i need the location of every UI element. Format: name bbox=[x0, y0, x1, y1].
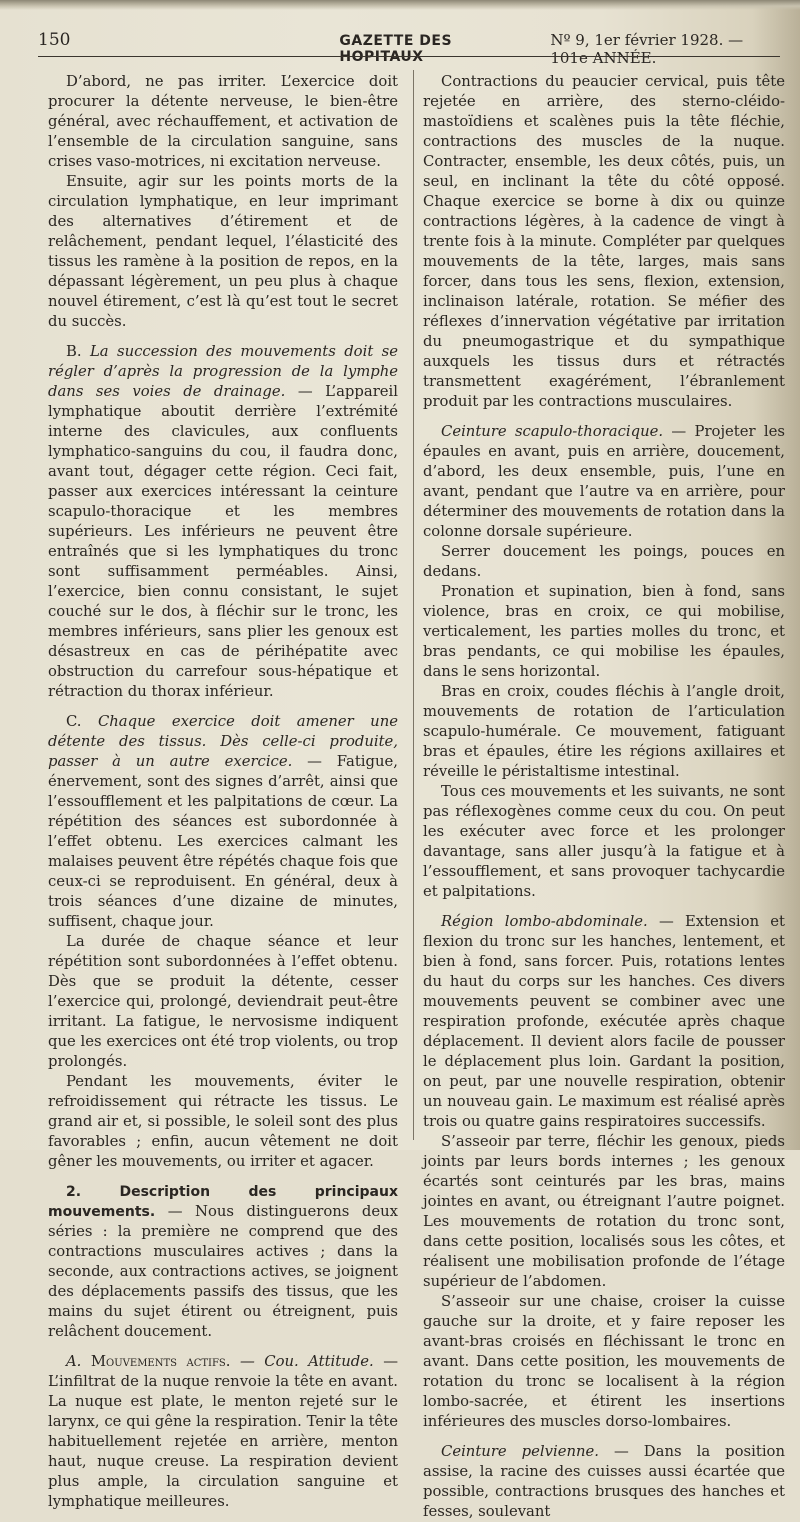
paragraph: Tous ces mouvements et les suivants, ne sont pas réflexogènes comme ceux du cou. On peut les exécuter avec force et les prolonger davantage, sans aller jusqu’à la fatigue et à l’essoufflement, et sans provoquer tachycardie et palpitations. bbox=[423, 783, 785, 900]
paragraph-section-c bbox=[48, 712, 398, 932]
paragraph-text: — Nous distinguerons deux séries : la première ne comprend que des contractions musculaires actives ; dans la seconde, aux contractions actives, se joignent des déplacements passifs des tissus, que les mains du sujet étirent ou étreignent, puis relâchent doucement. bbox=[48, 1203, 398, 1340]
paragraph-text: — Projeter les épaules en avant, puis en arrière, doucement, d’abord, les deux ensemble, puis, l’une en avant, pendant que l’autre va en arrière, pour déterminer des mouvements de rotation dans la colonne dorsale supérieure. bbox=[423, 423, 785, 540]
paragraph-section-2 bbox=[48, 1182, 398, 1342]
paragraph-lombo-abdominale bbox=[423, 912, 785, 1132]
paragraph: Contractions du peaucier cervical, puis tête rejetée en arrière, des sterno-cléido-mastoïdiens et scalènes puis la tête fléchie, contractions des muscles de la nuque. Contracter, ensemble, les deux côtés, puis, un seul, en inclinant la tête du côté opposé. Chaque exercice se borne à dix ou quinze contractions légères, à la cadence de vingt à trente fois à la minute. Compléter par quelques mouvements de la tête, larges, mais sans forcer, dans tous les sens, flexion, extension, inclinaison latérale, rotation. Se méfier des réflexes d’innervation végétative par irritation du pneumogastrique et du sympathique auxquels les tissus durs et rétractés transmettent exagérément, l’ébranlement produit par les contractions musculaires. bbox=[423, 73, 785, 410]
page-number: 150 bbox=[38, 30, 71, 50]
right-column bbox=[423, 72, 785, 1522]
subsection-heading: Région lombo-abdominale. bbox=[441, 913, 648, 930]
page-edge-shadow bbox=[0, 0, 800, 10]
paragraph: S’asseoir sur une chaise, croiser la cuisse gauche sur la droite, et y faire reposer les avant-bras croisés en fléchissant le tronc en avant. Dans cette position, les mouvements de rotation du tronc se localisent à la région lombo-sacrée, et étirent les insertions inférieures des muscles dorso-lombaires. bbox=[423, 1293, 785, 1430]
paragraph-scapulo-thoracique bbox=[423, 422, 785, 542]
subsection-heading: Ceinture scapulo-thoracique. bbox=[441, 423, 664, 440]
left-column bbox=[48, 72, 398, 1512]
section-heading: 2. Description des principaux mouvements. bbox=[48, 1184, 398, 1220]
paragraph-text: — Extension et flexion du tronc sur les hanches, lentement, et bien à fond, sans forcer. Puis, rotations lentes du haut du corps sur les hanches. Ces divers mouvements peuvent se combiner avec une respiration profonde, exécutée après chaque déplacement. Il devient alors facile de pousser le déplacement plus loin. Gardant la position, on peut, par une nouvelle respiration, obtenir un nouveau gain. Le maximum est réalisé après trois ou quatre gains respiratoires successifs. bbox=[423, 913, 785, 1130]
section-label: A. bbox=[66, 1353, 82, 1370]
paragraph-text: — L’infiltrat de la nuque renvoie la tête en avant. La nuque est plate, le menton rejeté sur le larynx, ce qui gêne la respiration. Tenir la tête habituellement rejetée en arrière, menton haut, nuque creuse. La respiration devient plus ample, la circulation sanguine et lymphatique meilleures. bbox=[48, 1353, 398, 1510]
paragraph: S’asseoir par terre, fléchir les genoux, pieds joints par leurs bords internes ; les genoux écartés sont ceinturés par les bras, mains jointes en avant, ou étreignant l’autre poignet. Les mouvements de rotation du tronc sont, dans cette position, localisés sous les côtes, et réalisent une mobilisation profonde de l’étage supérieur de l’abdomen. bbox=[423, 1133, 785, 1290]
paragraph: La durée de chaque séance et leur répétition sont subordonnées à l’effet obtenu. Dès que se produit la détente, cesser l’exercice qui, prolongé, deviendrait peut-être irritant. La fatigue, le nervosisme indiquent que les exercices ont été trop violents, ou trop prolongés. bbox=[48, 933, 398, 1070]
subsection-heading: — Cou. Attitude. bbox=[239, 1353, 374, 1370]
paragraph-text: — Fatigue, énervement, sont des signes d’arrêt, ainsi que l’essoufflement et les palpitations de cœur. La répétition des séances est subordonnée à l’effet obtenu. Les exercices calmant les malaises peuvent être répétés chaque fois que ceux-ci se reproduisent. En général, deux à trois séances d’une dizaine de minutes, suffisent, chaque jour. bbox=[48, 753, 398, 930]
paragraph: Bras en croix, coudes fléchis à l’angle droit, mouvements de rotation de l’articulation scapulo-humérale. Ce mouvement, fatiguant bras et épaules, étire les régions axillaires et réveille le péristaltisme intestinal. bbox=[423, 683, 785, 780]
paragraph: Serrer doucement les poings, pouces en dedans. bbox=[423, 543, 785, 580]
paragraph-text: — L’appareil lymphatique aboutit derrière l’extrémité interne des clavicules, aux confluents lymphatico-sanguins du cou, il faudra donc, avant tout, dégager cette région. Ceci fait, passer aux exercices intéressant la ceinture scapulo-thoracique et les membres supérieurs. Les inférieurs ne peuvent être entraînés que si les lymphatiques du tronc sont suffisamment perméables. Ainsi, l’exercice, bien connu consistant, le sujet couché sur le dos, à fléchir sur le tronc, les membres inférieurs, sans plier les genoux est désastreux en cas de périhépatite avec obstruction du carrefour sous-hépatique et rétraction du thorax inférieur. bbox=[48, 383, 398, 700]
journal-title: GAZETTE DES HOPITAUX bbox=[339, 33, 453, 65]
paragraph: D’abord, ne pas irriter. L’exercice doit procurer la détente nerveuse, le bien-être général, avec réchauffement, et activation de l’ensemble de la circulation sanguine, sans crises vaso-motrices, ni excitation nerveuse. bbox=[48, 73, 398, 170]
section-heading: La succession des mouvements doit se régler d’après la progression de la lymphe dans ses voies de drainage. bbox=[48, 343, 398, 400]
paragraph: Ensuite, agir sur les points morts de la circulation lymphatique, en leur imprimant des alternatives d’étirement et de relâchement, pendant lequel, l’élasticité des tissus les ramène à la position de repos, en la dépassant légèrement, un peu plus à chaque nouvel étirement, c’est là qu’est tout le secret du succès. bbox=[48, 173, 398, 330]
header-rule bbox=[38, 56, 780, 57]
section-label: B. bbox=[66, 343, 82, 360]
section-label: C. bbox=[66, 713, 82, 730]
paragraph-ceinture-pelvienne bbox=[423, 1442, 785, 1522]
subsection-heading: Ceinture pelvienne. bbox=[441, 1443, 599, 1460]
paragraph-section-b bbox=[48, 342, 398, 702]
issue-info: Nº 9, 1er février 1928. — 101e ANNÉE. bbox=[550, 31, 744, 67]
section-heading: Chaque exercice doit amener une détente des tissus. Dès celle-ci produite, passer à un autre exercice. bbox=[48, 713, 398, 770]
paragraph-text: — Dans la position assise, la racine des cuisses aussi écartée que possible, contractions brusques des hanches et fesses, soulevant bbox=[423, 1443, 785, 1520]
section-heading: Mouvements actifs. bbox=[90, 1353, 231, 1370]
page-header bbox=[38, 30, 780, 67]
column-divider bbox=[413, 70, 414, 1140]
paragraph: Pronation et supination, bien à fond, sans violence, bras en croix, ce qui mobilise, verticalement, les parties molles du tronc, et bras pendants, ce qui mobilise les épaules, dans le sens horizontal. bbox=[423, 583, 785, 680]
paragraph: Pendant les mouvements, éviter le refroidissement qui rétracte les tissus. Le grand air et, si possible, le soleil sont des plus favorables ; enfin, aucun vêtement ne doit gêner les mouvements, ou irriter et agacer. bbox=[48, 1073, 398, 1170]
paragraph-section-a bbox=[48, 1352, 398, 1512]
